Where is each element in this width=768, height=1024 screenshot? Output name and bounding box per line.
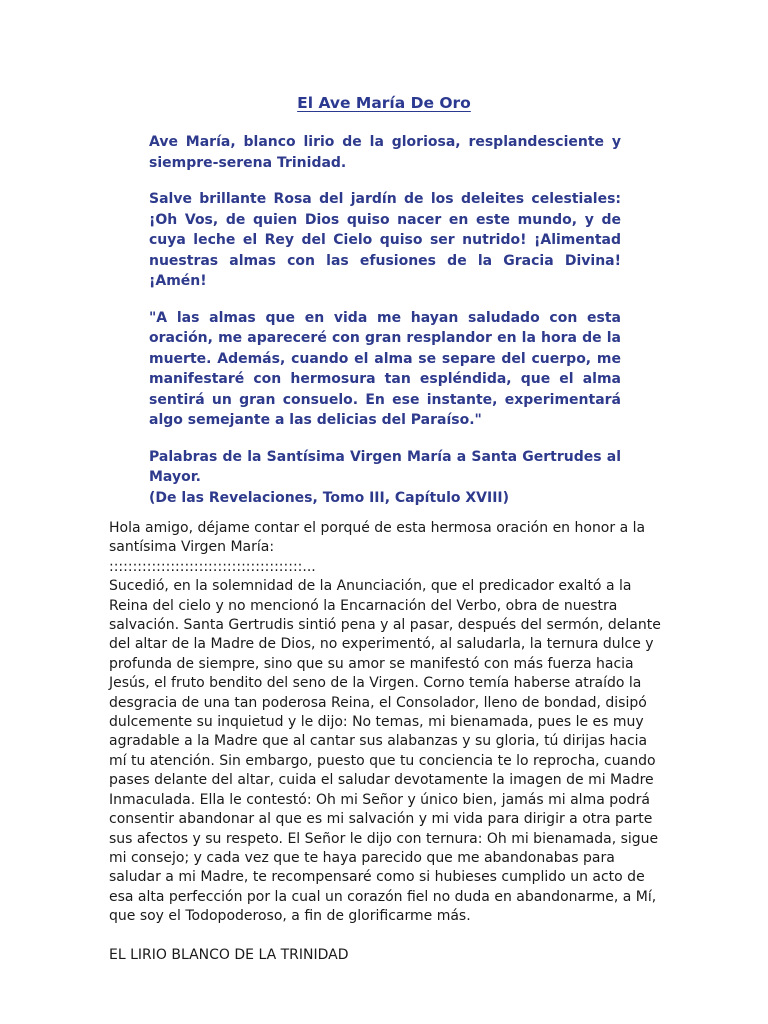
attribution bbox=[149, 447, 621, 509]
attribution-line-2: (De las Revelaciones, Tomo III, Capítulo XVIII) bbox=[149, 489, 510, 506]
prayer-block bbox=[149, 132, 621, 508]
intro-text: Hola amigo, déjame contar el porqué de esta hermosa oración en honor a la santísima Virgen María: bbox=[109, 520, 646, 556]
attribution-line-1: Palabras de la Santísima Virgen María a Santa Gertrudes al Mayor. bbox=[149, 448, 621, 485]
document-title-text: El Ave María De Oro bbox=[297, 94, 471, 112]
prayer-paragraph-2: Salve brillante Rosa del jardín de los deleites celestiales: ¡Oh Vos, de quien Dios quiso nacer en este mundo, y de cuya leche el Rey del Cielo quiso ser nutrido! ¡Alimentad nuestras almas con las efusiones de la Gracia Divina! ¡Amén! bbox=[149, 191, 621, 289]
separator-line: :::::::::::::::::::::::::::::::::::::::::... bbox=[109, 558, 316, 575]
story-block bbox=[109, 519, 669, 965]
prayer-paragraph-1: Ave María, blanco lirio de la gloriosa, resplandesciente y siempre-serena Trinidad. bbox=[149, 134, 621, 171]
story-text: Sucedió, en la solemnidad de la Anunciación, que el predicador exaltó a la Reina del cielo y no mencionó la Encarnación del Verbo, obra de nuestra salvación. Santa Gertrudis sintió pena y al pasar, después del sermón, delante del altar de la Madre de Dios, no experimentó, al saludarla, la ternura dulce y profunda de siempre, sino que su amor se manifestó con más fuerza hacia Jesús, el fruto bendito del seno de la Virgen. Corno temía haberse atraído la desgracia de una tan poderosa Reina, el Consolador, lleno de bondad, disipó dulcemente su inquietud y le dijo: No temas, mi bienamada, pues le es muy agradable a la Madre que al cantar sus alabanzas y su gloria, tú dirijas hacia mí tu atención. Sin embargo, puesto que tu conciencia te lo reprocha, cuando pases delante del altar, cuida el saludar devotamente la imagen de mi Madre Inmaculada. Ella le contestó: Oh mi Señor y único bien, jamás mi alma podrá consentir abandonar al que es mi salvación y mi vida para dirigir a otra parte sus afectos y su respeto. El Señor le dijo con ternura: Oh mi bienamada, sigue mi consejo; y cada vez que te haya parecido que me abandonabas para saludar a mi Madre, te recompensaré como si hubieses cumplido un acto de esa alta perfección por la cual un corazón fiel no duda en abandonarme, a Mí, que soy el Todopoderoso, a fin de glorificarme más. bbox=[109, 578, 661, 925]
section-heading: EL LIRIO BLANCO DE LA TRINIDAD bbox=[109, 946, 349, 963]
document-title bbox=[0, 93, 768, 113]
revelation-quote: "A las almas que en vida me hayan saludado con esta oración, me apareceré con gran resplandor en la hora de la muerte. Además, cuando el alma se separe del cuerpo, me manifestaré con hermosura tan espléndida, que el alma sentirá un gran consuelo. En ese instante, experimentará algo semejante a las delicias del Paraíso." bbox=[149, 309, 621, 428]
